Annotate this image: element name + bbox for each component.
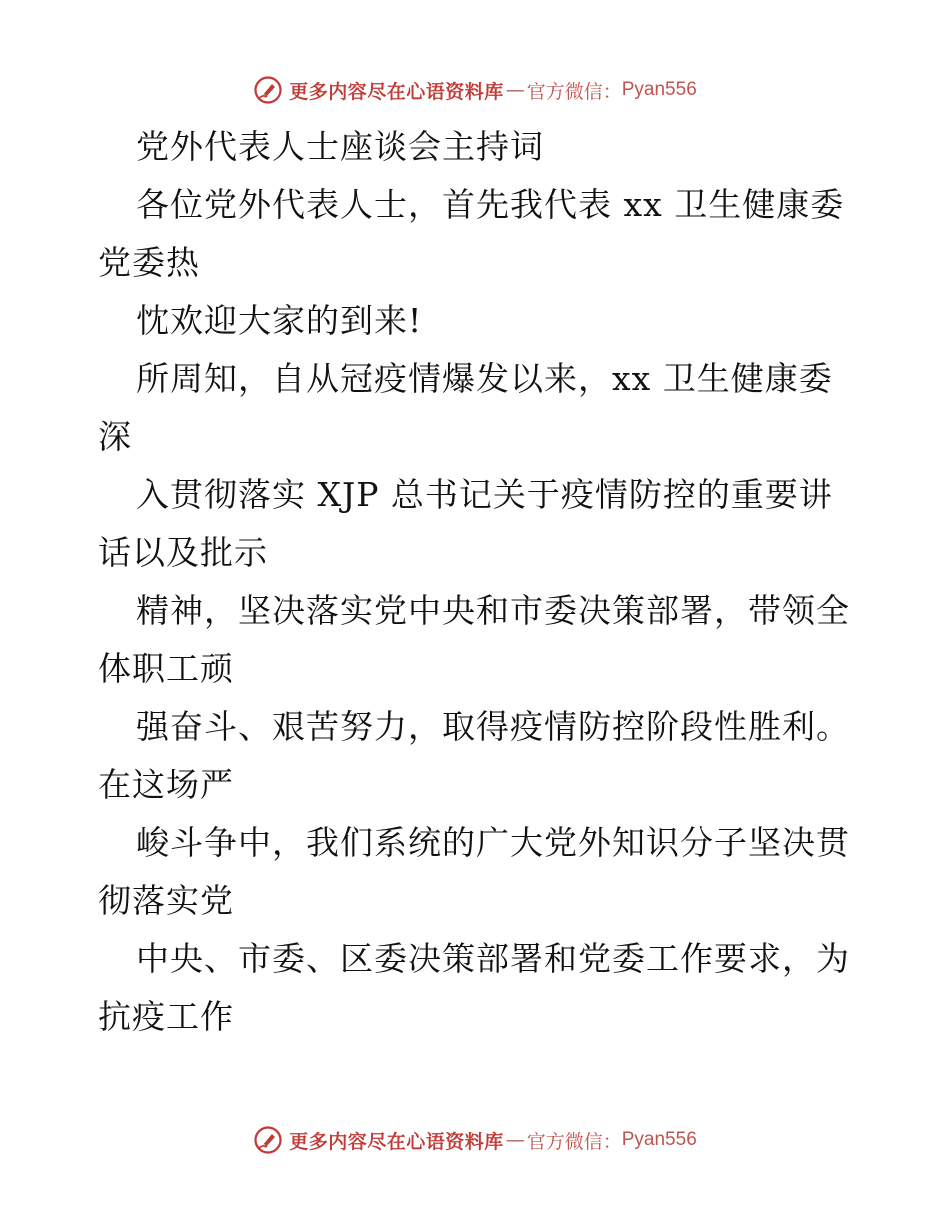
document-line: 强奋斗、艰苦努力，取得疫情防控阶段性胜利。 bbox=[136, 707, 850, 746]
document-line: 入贯彻落实 XJP 总书记关于疫情防控的重要讲 bbox=[136, 475, 833, 514]
document-line: 各位党外代表人士，首先我代表 xx 卫生健康委 bbox=[136, 185, 845, 224]
document-line: 峻斗争中，我们系统的广大党外知识分子坚决贯 bbox=[136, 823, 850, 862]
banner-site-text: 更多内容尽在心语资料库 bbox=[289, 80, 504, 103]
document-line: 抗疫工作 bbox=[98, 997, 234, 1036]
banner-separator: — bbox=[505, 79, 525, 101]
banner-wechat-handle: Pyan556 bbox=[621, 79, 697, 100]
document-line: 党委热 bbox=[98, 243, 200, 282]
document-line: 在这场严 bbox=[98, 765, 234, 804]
banner-separator: — bbox=[505, 1129, 525, 1151]
header-watermark-banner bbox=[0, 70, 950, 110]
document-line: 中央、市委、区委决策部署和党委工作要求，为 bbox=[136, 939, 850, 978]
document-line: 所周知，自从冠疫情爆发以来，xx 卫生健康委 bbox=[136, 359, 833, 398]
document-line: 党外代表人士座谈会主持词 bbox=[136, 127, 544, 166]
footer-watermark-banner bbox=[0, 1120, 950, 1160]
banner-wechat-label: 官方微信： bbox=[526, 80, 622, 103]
document-line: 精神，坚决落实党中央和市委决策部署，带领全 bbox=[136, 591, 850, 630]
document-line: 忱欢迎大家的到来! bbox=[136, 301, 423, 340]
banner-site-text: 更多内容尽在心语资料库 bbox=[289, 1130, 504, 1153]
document-line: 话以及批示 bbox=[98, 533, 268, 572]
pen-nib-logo-icon bbox=[253, 1125, 283, 1155]
document-line: 体职工顽 bbox=[98, 649, 234, 688]
document-line: 深 bbox=[98, 417, 132, 456]
pen-nib-logo-icon bbox=[253, 75, 283, 105]
banner-wechat-label: 官方微信： bbox=[526, 1130, 622, 1153]
document-body bbox=[98, 118, 858, 1046]
document-line: 彻落实党 bbox=[98, 881, 234, 920]
banner-wechat-handle: Pyan556 bbox=[621, 1129, 697, 1150]
